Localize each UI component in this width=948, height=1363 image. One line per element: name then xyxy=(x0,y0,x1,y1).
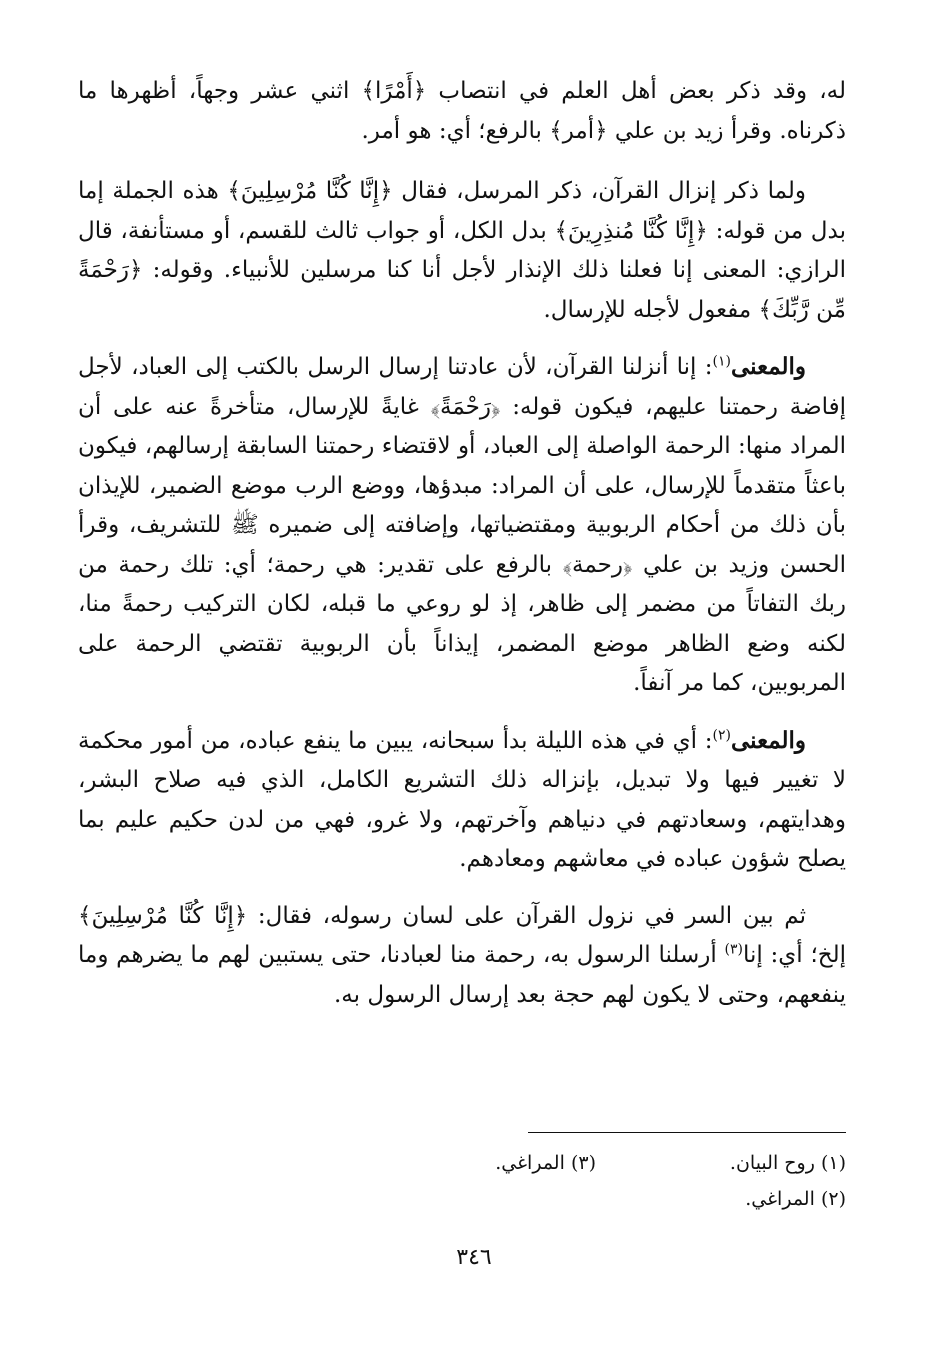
paragraph-1 xyxy=(78,72,846,151)
paragraph-3 xyxy=(78,347,846,704)
footnote-2 xyxy=(596,1181,846,1217)
paragraph-5-text: ثم بين السر في نزول القرآن على لسان رسوله، فقال: ﴿إِنَّا كُنَّا مُرْسِلِينَ﴾ إلخ؛ أي: إنا xyxy=(78,902,846,968)
paragraph-5 xyxy=(78,897,846,1016)
paragraph-2 xyxy=(78,172,846,330)
footnote-1-number: (١) xyxy=(820,1152,846,1174)
footnote-2-text: المراغي. xyxy=(745,1188,815,1210)
paragraph-5-text-continued: أرسلنا الرسول به، رحمة منا لعبادنا، حتى يستبين لهم ما يضرهم وما ينفعهم، وحتى لا يكون لهم حجة بعد إرسال الرسول به. xyxy=(78,942,846,1008)
footnote-1 xyxy=(596,1145,846,1181)
paragraph-3-lead: والمعنى xyxy=(730,353,806,380)
paragraph-4 xyxy=(78,721,846,880)
footnote-1-text: روح البيان. xyxy=(729,1152,815,1174)
paragraph-1-text: له، وقد ذكر بعض أهل العلم في انتصاب ﴿أَمْرًا﴾ اثني عشر وجهاً، أظهرها ما ذكرناه. وقرأ زيد بن علي ﴿أمر﴾ بالرفع؛ أي: هو أمر. xyxy=(78,78,846,144)
paragraph-4-lead: والمعنى xyxy=(730,726,806,754)
paragraph-2-text: ولما ذكر إنزال القرآن، ذكر المرسل، فقال ﴿إِنَّا كُنَّا مُرْسِلِينَ﴾ هذه الجملة إما بدل من قوله: ﴿إِنَّا كُنَّا مُنذِرِينَ﴾ بدل الكل، أو جواب ثالث للقسم، أو مستأنفة، قال الرازي: المعنى إنا فعلنا ذلك الإنذار لأجل أنا كنا مرسلين للأنبياء. وقوله: ﴿رَحْمَةً مِّن رَّبِّكَ﴾ مفعول لأجله للإرسال. xyxy=(78,178,846,323)
footnote-divider xyxy=(528,1132,846,1133)
footnote-3-text: المراغي. xyxy=(495,1152,565,1174)
footnote-ref-2: (٢) xyxy=(712,726,731,743)
footnote-2-number: (٢) xyxy=(820,1188,846,1210)
footnote-ref-1: (١) xyxy=(712,353,731,370)
footnotes xyxy=(495,1132,846,1217)
footnote-3 xyxy=(346,1145,596,1181)
paragraph-3-text: : إنا أنزلنا القرآن، لأن عادتنا إرسال الرسل بالكتب إلى العباد، لأجل إفاضة رحمتنا عليهم، فيكون قوله: ﴿رَحْمَةً﴾ غايةً للإرسال، متأخرةً عنه على أن المراد منها: الرحمة الواصلة إلى العباد، أو لاقتضاء رحمتنا السابقة إرسالهم، فيكون باعثاً متقدماً للإرسال، على أن المراد: مبدؤها، ووضع الرب موضع الضمير، للإيذان بأن ذلك من أحكام الربوبية ومقتضياتها، وإضافته إلى ضميره ﷺ للتشريف، وقرأ الحسن وزيد بن علي ﴿رحمة﴾ بالرفع على تقدير: هي رحمة؛ أي: تلك رحمة من ربك التفاتاً من مضمر إلى ظاهر، إذ لو روعي ما قبله، لكان التركيب رحمةً منا، لكنه وضع الظاهر موضع المضمر، إيذاناً بأن الربوبية تقتضي الرحمة على المربوبين، كما مر آنفاً. xyxy=(78,354,846,696)
page-body xyxy=(78,72,846,1032)
page-number: ٣٤٦ xyxy=(456,1245,492,1270)
footnote-3-number: (٣) xyxy=(570,1152,596,1174)
footnote-list xyxy=(76,1145,846,1217)
footnote-ref-3: (٣) xyxy=(724,941,743,958)
paragraph-4-text: : أي في هذه الليلة بدأ سبحانه، يبين ما ينفع عباده، من أمور محكمة لا تغيير فيها ولا تبديل، بإنزاله ذلك التشريع الكامل، الذي فيه صلاح البشر، وهدايتهم، وسعادتهم في دنياهم وآخرتهم، ولا غرو، فهي من لدن حكيم عليم بما يصلح شؤون عباده في معاشهم ومعادهم. xyxy=(78,727,846,872)
